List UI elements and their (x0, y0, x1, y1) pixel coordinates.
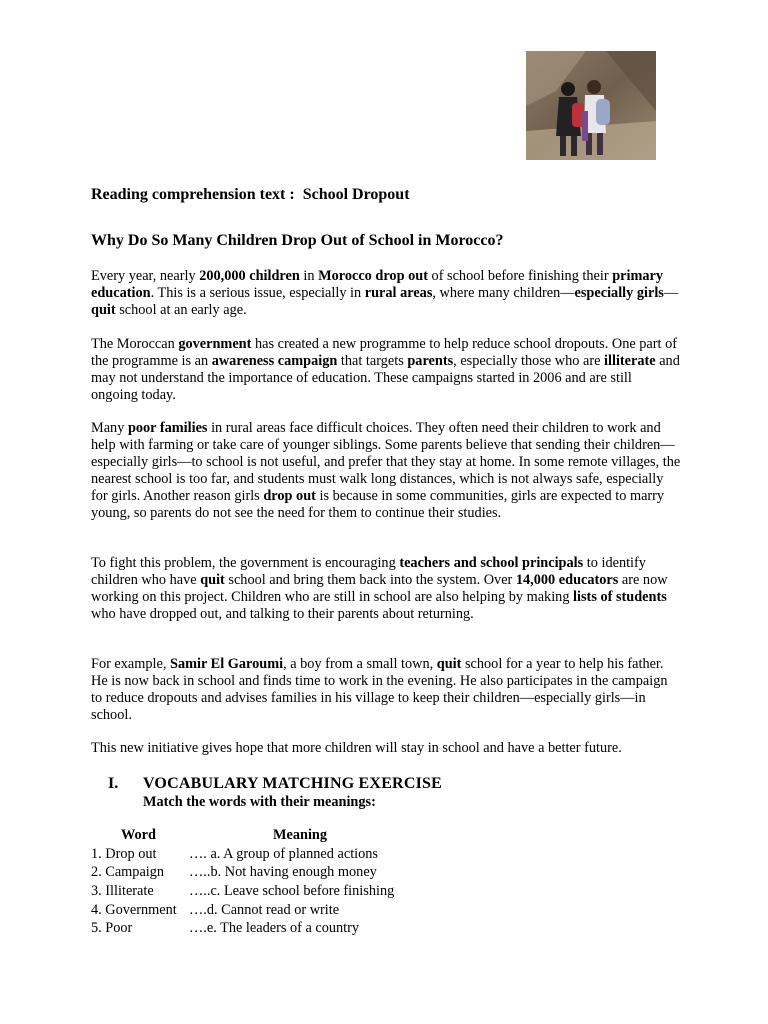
matching-meaning: …..c. Leave school before finishing (189, 883, 395, 899)
matching-word: 1. Drop out (91, 846, 157, 862)
paragraph-3: Many poor families in rural areas face difficult choices. They often need their children to work and help with farming or take care of younger siblings. Some parents believe that sending their children—especially girls—to school is not useful, and prefer that they stay at home. In some remote villages, the nearest school is too far, and students must walk long distances, which is not always safe, especially for girls. Another reason girls drop out is because in some communities, girls are expected to marry young, so parents do not see the need for them to continue their studies. (91, 420, 681, 521)
matching-meaning: ….d. Cannot read or write (189, 902, 340, 918)
exercise-instruction: Match the words with their meanings: (143, 794, 376, 810)
matching-meaning: …..b. Not having enough money (189, 864, 377, 880)
column-header-word: Word (121, 827, 156, 843)
paragraph-5: For example, Samir El Garoumi, a boy from a small town, quit school for a year to help his father. He is now back in school and finds time to work in the evening. He also participates in the campaign to reduce dropouts and advises families in his village to keep their children—especially girls—in school. (91, 656, 668, 723)
paragraph-6: This new initiative gives hope that more children will stay in school and have a better future. (91, 740, 622, 756)
matching-word: 2. Campaign (91, 864, 165, 880)
matching-row (91, 864, 491, 882)
section-title: VOCABULARY MATCHING EXERCISE (143, 775, 442, 792)
matching-word: 5. Poor (91, 920, 133, 936)
document-title: Reading comprehension text : School Dropout (91, 186, 410, 203)
matching-word: 3. Illiterate (91, 883, 154, 899)
article-heading: Why Do So Many Children Drop Out of School in Morocco? (91, 232, 504, 249)
matching-meaning: ….e. The leaders of a country (189, 920, 360, 936)
matching-row (91, 846, 491, 864)
paragraph-4: To fight this problem, the government is encouraging teachers and school principals to identify children who have quit school and bring them back into the system. Over 14,000 educators are now working on this project. Children who are still in school are also helping by making lists of students who have dropped out, and talking to their parents about returning. (91, 555, 668, 622)
matching-word: 4. Government (91, 902, 177, 918)
matching-meaning: …. a. A group of planned actions (189, 846, 379, 862)
children-walking-photo (526, 51, 656, 160)
matching-row (91, 920, 491, 938)
paragraph-1: Every year, nearly 200,000 children in Morocco drop out of school before finishing their primary education. This is a serious issue, especially in rural areas, where many children—especially girls—quit school at an early age. (91, 268, 679, 318)
paragraph-2: The Moroccan government has created a new programme to help reduce school dropouts. One part of the programme is an awareness campaign that targets parents, especially those who are illiterate and may not understand the importance of education. These campaigns started in 2006 and are still ongoing today. (91, 336, 680, 403)
section-number: I. (108, 775, 119, 792)
matching-row (91, 902, 491, 920)
matching-row (91, 883, 491, 901)
column-header-meaning: Meaning (273, 827, 328, 843)
